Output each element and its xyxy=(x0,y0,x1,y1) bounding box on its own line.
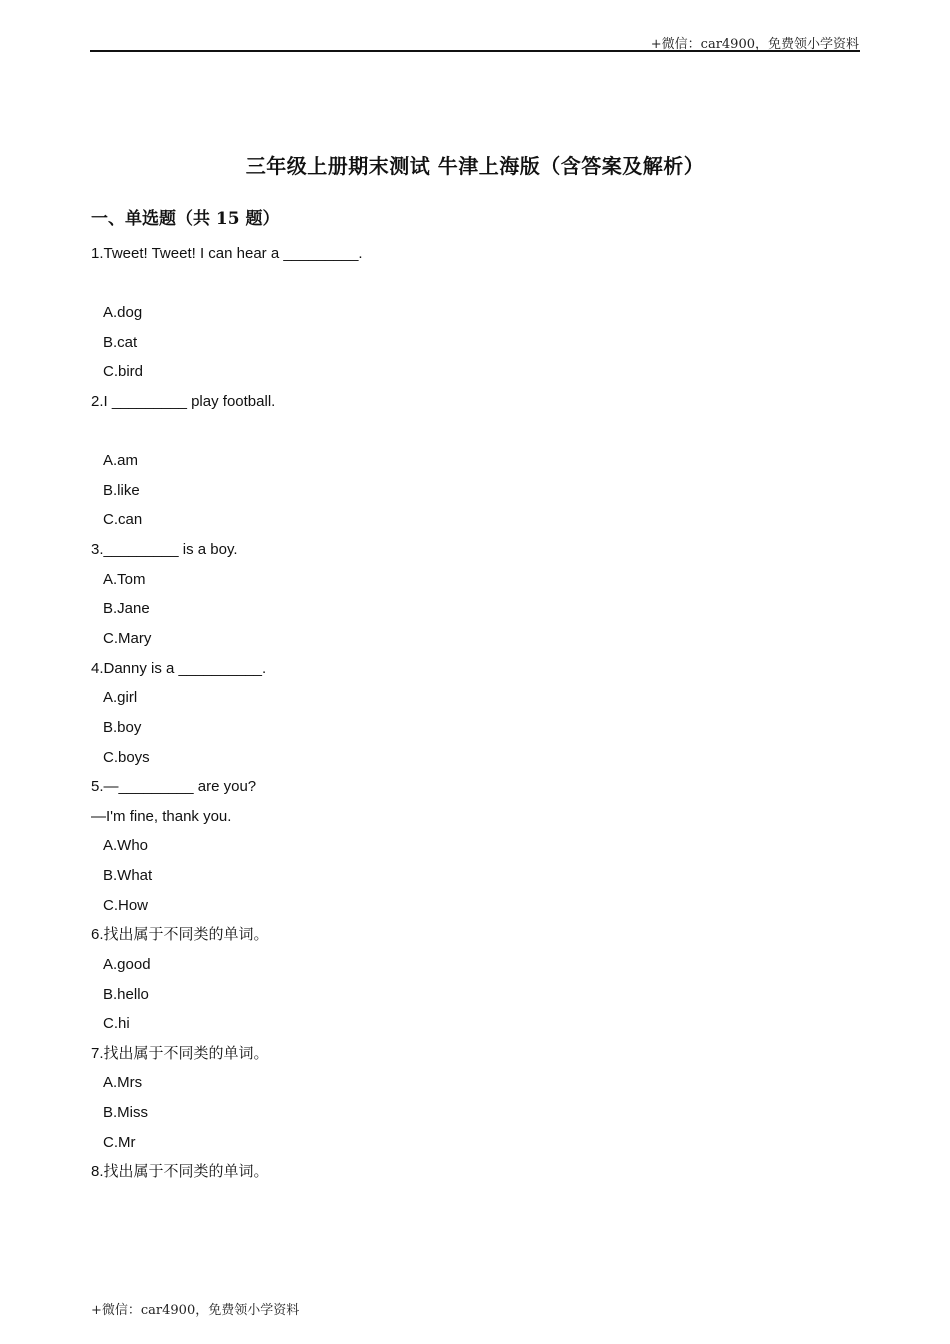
question-5-option-a: A.Who xyxy=(103,837,149,855)
question-5-option-c: C.How xyxy=(103,896,149,914)
section-heading: 一、单选题（共 15 题） xyxy=(91,209,280,229)
question-5-stem-reply: —I'm fine, thank you. xyxy=(91,807,232,825)
header-divider xyxy=(90,50,860,52)
question-1-option-c: C.bird xyxy=(103,363,144,381)
question-7-option-a: A.Mrs xyxy=(103,1074,143,1092)
question-4-stem: 4.Danny is a __________. xyxy=(91,659,267,677)
question-3-stem: 3._________ is a boy. xyxy=(91,541,238,559)
question-1-option-a: A.dog xyxy=(103,304,143,321)
footer-note: +微信：car4900，免费领小学资料 xyxy=(91,1303,300,1318)
question-list xyxy=(91,244,851,1192)
question-7-option-c: C.Mr xyxy=(103,1133,136,1151)
question-8-stem: 8.找出属于不同类的单词。 xyxy=(91,1163,269,1181)
question-5-option-b: B.What xyxy=(103,866,153,884)
question-4-option-c: C.boys xyxy=(103,748,150,766)
question-4-option-a: A.girl xyxy=(103,689,138,707)
question-6-stem: 6.找出属于不同类的单词。 xyxy=(91,926,269,944)
question-3-option-c: C.Mary xyxy=(103,630,152,647)
question-1-stem: 1.Tweet! Tweet! I can hear a _________. xyxy=(91,245,363,262)
question-5-stem: 5.—_________ are you? xyxy=(91,778,257,796)
question-2-option-c: C.can xyxy=(103,511,143,529)
question-3-option-b: B.Jane xyxy=(103,600,150,618)
question-6-option-b: B.hello xyxy=(103,985,149,1003)
question-3-option-a: A.Tom xyxy=(103,570,146,588)
question-6-option-a: A.good xyxy=(103,955,151,973)
question-6-option-c: C.hi xyxy=(103,1015,130,1033)
question-2-option-b: B.like xyxy=(103,481,140,499)
question-2-option-a: A.am xyxy=(103,452,139,470)
question-7-option-b: B.Miss xyxy=(103,1104,148,1122)
page-title: 三年级上册期末测试 牛津上海版（含答案及解析） xyxy=(245,154,705,178)
question-7-stem: 7.找出属于不同类的单词。 xyxy=(91,1044,269,1062)
question-1-option-b: B.cat xyxy=(103,333,138,351)
question-4-option-b: B.boy xyxy=(103,718,142,736)
question-2-stem: 2.I _________ play football. xyxy=(91,393,276,411)
header-note: +微信：car4900，免费领小学资料 xyxy=(650,37,859,52)
